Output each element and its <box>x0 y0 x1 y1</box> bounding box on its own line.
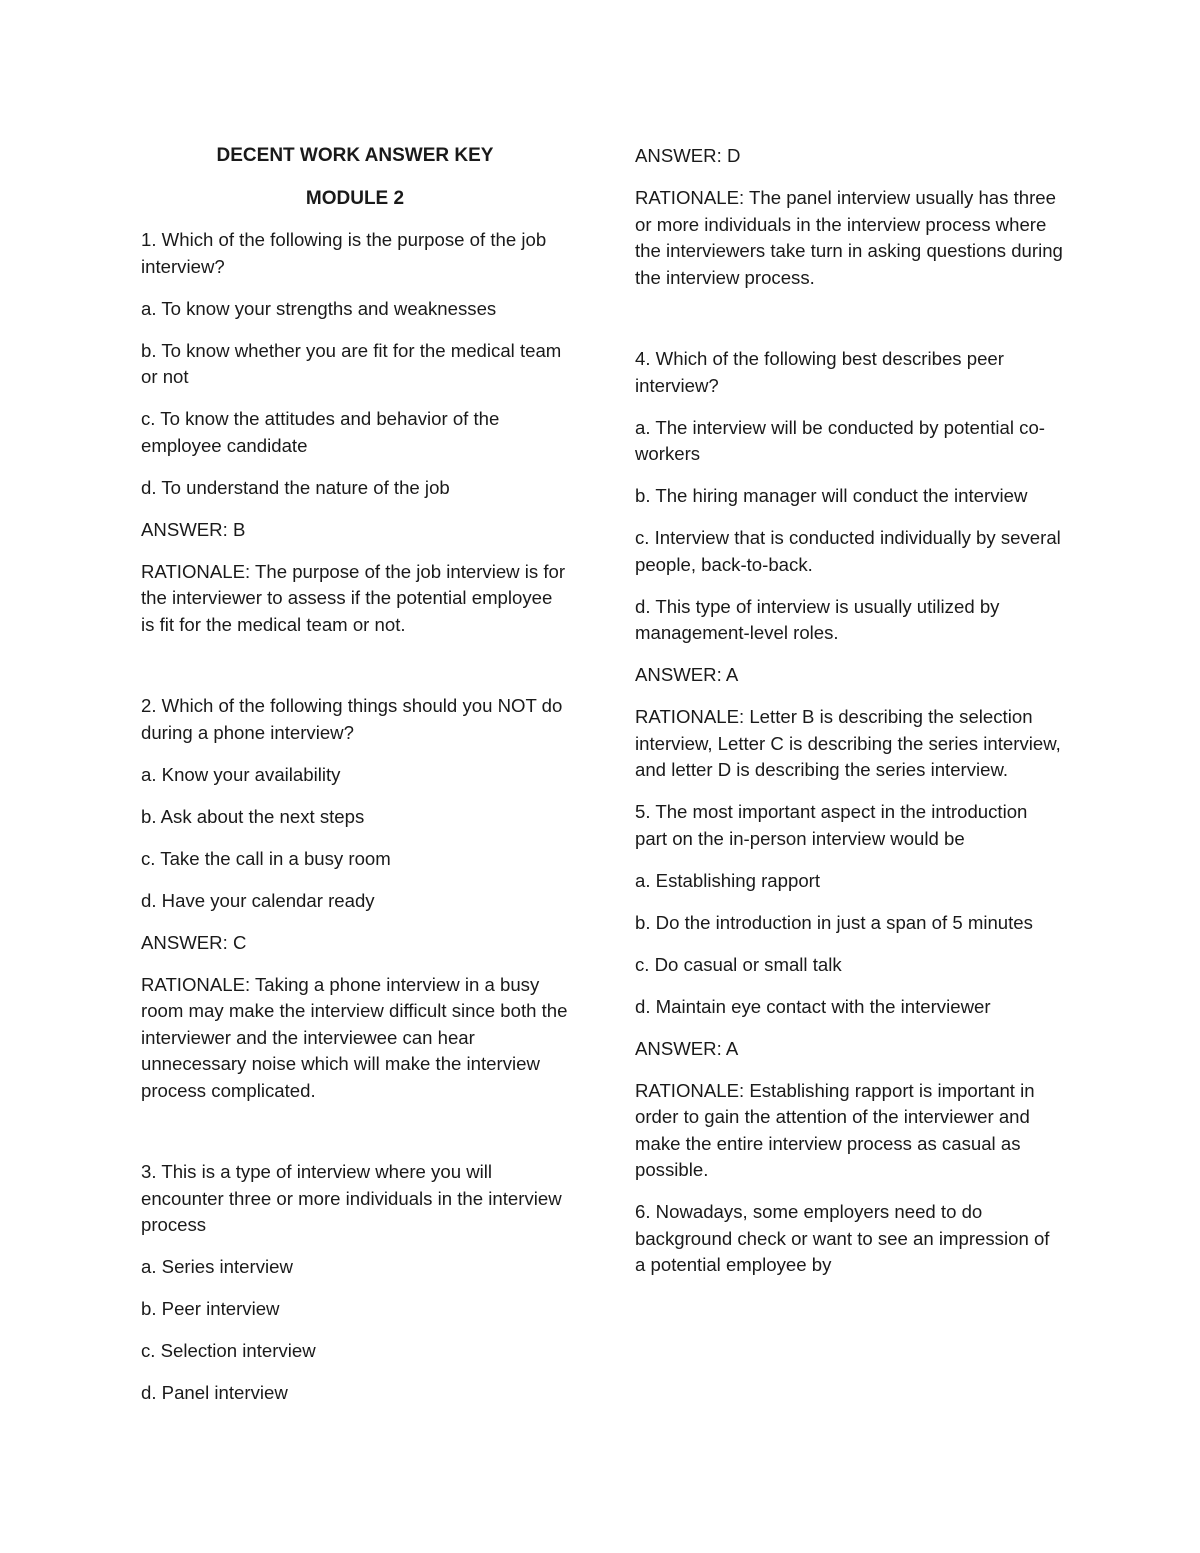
question-4-option-c: c. Interview that is conducted individually by several people, back-to-back. <box>635 527 1061 575</box>
question-2-option-d: d. Have your calendar ready <box>141 889 375 911</box>
question-1-answer: ANSWER: B <box>141 518 246 540</box>
question-2-option-a: a. Know your availability <box>141 763 341 785</box>
question-1-text: 1. Which of the following is the purpose of the job interview? <box>141 229 547 277</box>
question-1-option-d: d. To understand the nature of the job <box>141 476 450 498</box>
question-2-text: 2. Which of the following things should you NOT do during a phone interview? <box>141 695 563 743</box>
question-5-answer: ANSWER: A <box>635 1037 739 1059</box>
question-6-text: 6. Nowadays, some employers need to do background check or want to see an impression of a potential employee by <box>635 1201 1050 1275</box>
question-3-option-a: a. Series interview <box>141 1256 293 1277</box>
question-2-rationale: RATIONALE: Taking a phone interview in a busy room may make the interview difficult since both the interviewer and the interviewee can hear unnecessary noise which will make the interview process complicated. <box>141 973 568 1101</box>
question-4 <box>635 346 1063 784</box>
question-5-option-a: a. Establishing rapport <box>635 869 821 891</box>
question-4-option-a: a. The interview will be conducted by potential co-workers <box>635 416 1045 464</box>
question-5-option-d: d. Maintain eye contact with the interviewer <box>635 995 991 1017</box>
right-column <box>635 140 1063 1294</box>
question-4-text: 4. Which of the following best describes peer interview? <box>635 348 1004 396</box>
question-2-option-b: b. Ask about the next steps <box>141 805 365 827</box>
question-4-rationale: RATIONALE: Letter B is describing the selection interview, Letter C is describing the series interview, and letter D is describing the series interview. <box>635 706 1061 780</box>
question-2-option-c: c. Take the call in a busy room <box>141 847 391 869</box>
question-3-rationale: RATIONALE: The panel interview usually has three or more individuals in the interview process where the interviewers take turn in asking questions during the interview process. <box>635 187 1063 288</box>
question-5-rationale: RATIONALE: Establishing rapport is important in order to gain the attention of the interviewer and make the entire interview process as casual as possible. <box>635 1079 1035 1180</box>
left-column <box>141 140 569 1422</box>
question-1-option-c: c. To know the attitudes and behavior of the employee candidate <box>141 408 500 456</box>
question-1-option-b: b. To know whether you are fit for the medical team or not <box>141 339 562 387</box>
question-3 <box>141 1159 569 1407</box>
question-5 <box>635 799 1063 1184</box>
question-5-option-b: b. Do the introduction in just a span of 5 minutes <box>635 911 1033 933</box>
question-5-option-c: c. Do casual or small talk <box>635 953 842 975</box>
question-3-option-d: d. Panel interview <box>141 1382 288 1403</box>
question-1-option-a: a. To know your strengths and weaknesses <box>141 297 497 319</box>
question-3-answer: ANSWER: D <box>635 145 741 166</box>
question-4-option-d: d. This type of interview is usually utilized by management-level roles. <box>635 595 1000 643</box>
question-1-rationale: RATIONALE: The purpose of the job interview is for the interviewer to assess if the potential employee is fit for the medical team or not. <box>141 560 566 635</box>
question-4-option-b: b. The hiring manager will conduct the interview <box>635 485 1028 506</box>
document-title: DECENT WORK ANSWER KEY <box>216 145 494 166</box>
question-3-option-c: c. Selection interview <box>141 1340 316 1361</box>
question-3-option-b: b. Peer interview <box>141 1298 280 1319</box>
question-3-text: 3. This is a type of interview where you will encounter three or more individuals in the interview process <box>141 1161 562 1235</box>
question-2 <box>141 693 569 1104</box>
question-1 <box>141 227 569 638</box>
question-2-answer: ANSWER: C <box>141 931 247 953</box>
question-5-text: 5. The most important aspect in the introduction part on the in-person interview would be <box>635 801 1028 849</box>
question-4-answer: ANSWER: A <box>635 664 739 685</box>
question-3-continued <box>635 143 1063 291</box>
question-6 <box>635 1199 1063 1279</box>
module-heading: MODULE 2 <box>305 187 405 209</box>
